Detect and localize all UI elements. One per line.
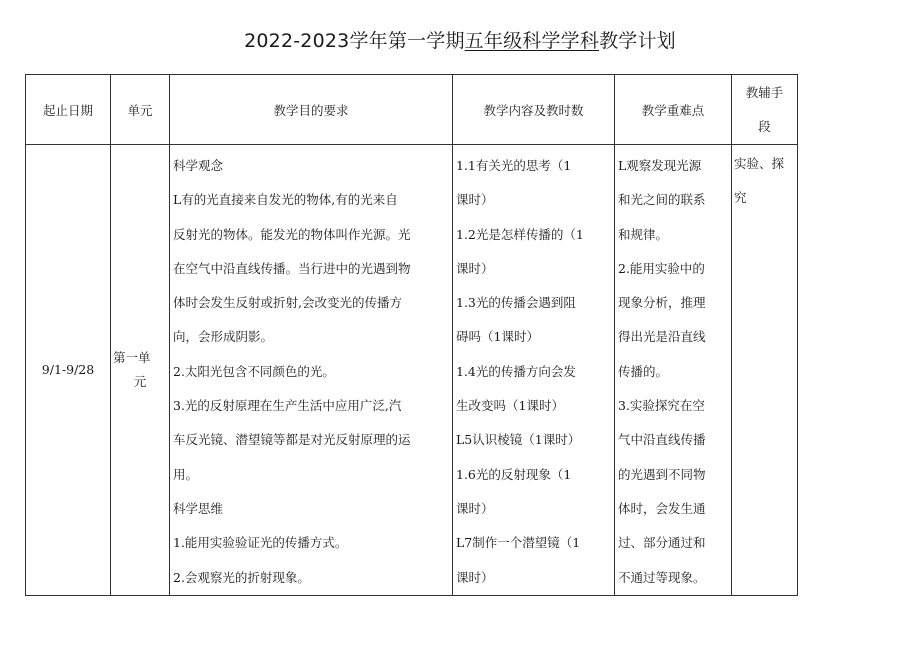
aids-list	[732, 145, 797, 216]
key-point-line: 得出光是沿直线	[618, 329, 706, 345]
content-line: 生改变吗（1课时）	[456, 398, 564, 414]
title-part-year: 2022-2023学年第一学期	[244, 30, 465, 52]
key-points-list	[615, 145, 731, 595]
header-aids-line2: 段	[758, 118, 771, 134]
goals-line: 3.光的反射原理在生产生活中应用广泛,汽	[173, 398, 402, 414]
cell-unit-line1: 第一单	[113, 349, 151, 365]
cell-unit-line2: 元	[133, 373, 147, 389]
content-line: 课时）	[456, 260, 494, 276]
content-line: 1.1有关光的思考（1	[456, 158, 572, 173]
goals-line: 科学观念	[173, 158, 224, 173]
content-line: 1.3光的传播会遇到阻	[456, 295, 576, 311]
key-point-line: 过、部分通过和	[618, 535, 706, 551]
content-line: 课时）	[456, 569, 494, 585]
goals-line: 2.太阳光包含不同颜色的光。	[173, 363, 335, 379]
aids-line2: 究	[734, 190, 747, 206]
key-point-line: 体时，会发生通	[618, 500, 706, 516]
key-point-line: 气中沿直线传播	[618, 432, 706, 448]
header-aids-line1: 教辅手	[745, 84, 784, 100]
key-point-line: 不通过等现象。	[618, 569, 706, 585]
goals-line: L有的光直接来自发光的物体,有的光来自	[173, 192, 398, 208]
goals-line: 向，会形成阴影。	[173, 329, 274, 345]
table-row	[26, 145, 798, 596]
header-aids	[732, 75, 798, 145]
goals-line: 科学思维	[173, 500, 224, 516]
content-line: L7制作一个潜望镜（1	[456, 535, 581, 551]
goals-line: 车反光镜、潜望镜等都是对光反射原理的运	[173, 432, 411, 448]
key-point-line: 3.实验探究在空	[618, 398, 705, 414]
content-list	[453, 145, 614, 595]
content-line: 1.6光的反射现象（1	[456, 466, 572, 482]
content-line: 1.2光是怎样传播的（1	[456, 226, 584, 242]
goals-line: 反射光的物体。能发光的物体叫作光源。光	[173, 226, 411, 242]
content-line: L5认识棱镜（1课时）	[456, 432, 581, 448]
goals-line: 2.会观察光的折射现象。	[173, 569, 310, 585]
header-content: 教学内容及教时数	[453, 75, 615, 145]
content-line: 1.4光的传播方向会发	[456, 363, 576, 379]
header-unit: 单元	[111, 75, 170, 145]
key-point-line: 现象分析，推理	[618, 295, 706, 311]
teaching-plan-table	[25, 74, 798, 596]
goals-line: 在空气中沿直线传播。当行进中的光遇到物	[173, 260, 411, 276]
content-line: 碍吗（1课时）	[456, 329, 539, 345]
cell-goals	[170, 145, 453, 596]
goals-line: 用。	[173, 466, 199, 482]
goals-line: 1.能用实验验证光的传播方式。	[173, 535, 348, 551]
document-title	[0, 26, 920, 53]
key-point-line: 传播的。	[618, 363, 669, 379]
goals-list	[170, 145, 452, 595]
table-header-row	[26, 75, 798, 145]
key-point-line: 和光之间的联系	[618, 192, 706, 208]
content-line: 课时）	[456, 192, 494, 208]
key-point-line: 和规律。	[618, 226, 669, 242]
key-point-line: L观察发现光源	[618, 158, 702, 173]
goals-line: 体时会发生反射或折射,会改变光的传播方	[173, 295, 402, 311]
key-point-line: 的光遇到不同物	[618, 466, 706, 482]
cell-content	[453, 145, 615, 596]
content-line: 课时）	[456, 500, 494, 516]
title-part-subject: 五年级科学学科	[464, 30, 600, 52]
header-date: 起止日期	[26, 75, 111, 145]
cell-aids	[732, 145, 798, 596]
header-goals: 教学目的要求	[170, 75, 453, 145]
key-point-line: 2.能用实验中的	[618, 260, 705, 276]
aids-line1: 实验、探	[734, 156, 785, 171]
title-part-plan: 教学计划	[599, 30, 676, 52]
cell-key-points	[615, 145, 732, 596]
cell-date: 9/1-9/28	[26, 145, 111, 596]
header-key-points: 教学重难点	[615, 75, 732, 145]
cell-unit	[111, 145, 170, 596]
